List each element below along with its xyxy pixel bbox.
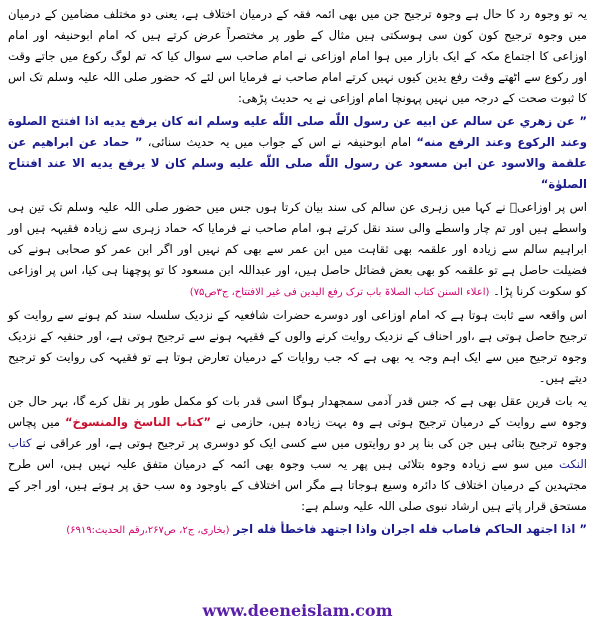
paragraph-discussion	[8, 197, 587, 303]
paragraph-hadith-exchange	[8, 111, 587, 195]
bukhari-citation: (بخاری، ج۲، ص۲۶۷،رقم الحدیث:۶۹۱۹)	[66, 525, 230, 536]
conclusion-text: اس واقعہ سے ثابت ہوتا ہے کہ امام اوزاعی اور دوسرے حضرات شافعیہ کے نزدیک سلسلہ سند کم ہونے سے روایت کو ترجیح حاصل ہوتی ہے ،اور احناف کے نزدیک روایت کرنے والوں کے فقیہہ ہونے سے ترجیح ہوتی ہے، اور حنفیہ کے نزدیک وجوہ ترجیح میں سے ایک اہم وجہ یہ بھی ہے کہ جب روایات کے درمیان تعارض ہوتا ہے تو فقیہہ کی روایت کو ترجیح دیتے ہیں۔	[8, 308, 587, 385]
paragraph-intro	[8, 4, 587, 109]
hadith-bridge-text: امام ابوحنیفہ نے اس کے جواب میں یہ حدیث سنائی،	[142, 135, 412, 149]
website-footer-link[interactable]: www.deeneislam.com	[202, 601, 393, 620]
discussion-text: اس پر اوزاعیؒ نے کہا میں زہری عن سالم کی سند بیان کرتا ہوں جس میں حضور صلی اللہ علیہ وسلم تک تین ہی واسطے ہیں اور تم چار واسطے والی سند نقل کرتے ہو، امام صاحب نے فرمایا کہ حماد زہری سے زیادہ فقیہہ ہیں اور ابراہیم سالم سے زیادہ اور علقمہ بھی ثقاہت میں ابن عمر سے بھی کم نہیں اور اگر ابن عمر کو صحابی ہونے کی فضیلت حاصل ہے تو علقمہ کو بھی بعض فضائل حاصل ہیں، اور عبداللہ ابن مسعود کا تو پوچھنا ہی کیا، اس پر اوزاعی کو سکوت کرنا پڑا۔	[8, 200, 587, 298]
hadith-arabic-ijtihad: ” اذا اجتهد الحاكم فاصاب فله اجران واذا اجتهد فاخطأ فله اجر	[229, 522, 587, 536]
tarjih-text-3: میں سو سے زیادہ وجوہ بتلائی ہیں پھر یہ سب وجوہ بھی ائمہ کے درمیان متفق علیہ نہیں ہیں، اس طرح مجتہدین کے درمیان اختلاف کا دائرہ وسیع ہوجاتا ہے مگر اس اختلاف کے باوجود وہ سب حق پر ہوتے ہیں، اور اجر کے مستحق قرار پاتے ہیں ارشاد نبوی صلی اللہ علیہ وسلم ہے:	[8, 457, 587, 513]
hadith-arabic-ozai: ” عن زهري عن سالم عن ابيه عن رسول اللّٰه صلى اللّٰه عليه وسلم انه كان يرفع يديه اذا افتتح الصلوة وعند الركوع وعند الرفع منه“	[8, 114, 587, 149]
book-title-nukat: کتاب النکت	[8, 436, 587, 471]
tarjih-text-1: یہ بات قرین عقل بھی ہے کہ جس قدر آدمی سمجھدار ہوگا اسی قدر بات کو مکمل طور پر نقل کرے گا، بہر حال جن وجوہ سے روایت کے درمیان ترجیح ہوتی ہے وہ بہت زیادہ ہیں، حازمی نے	[8, 394, 588, 429]
book-title-nasikh: ”کتاب الناسخ والمنسوخ“	[64, 415, 211, 429]
paragraph-conclusion	[8, 305, 587, 389]
intro-text: یہ تو وجوہ رد کا حال ہے وجوہ ترجیح جن میں بھی ائمہ فقہ کے درمیان اختلاف ہے، یعنی دو مختلف مضامین کے درمیان میں وجوہ ترجیح کون کون سی ہوسکتی ہیں مثال کے طور پر مختصراً عرض کرتے ہیں کہ امام ابوحنیفہ اور امام اوزاعی کا اجتماع مکہ کے ایک بازار میں ہوا امام اوزاعی نے امام صاحب سے سوال کیا کہ تم لوگ رکوع میں جاتے وقت اور رکوع سے اٹھتے وقت رفع یدین کیوں نہیں کرتے امام صاحب نے فرمایا اس لئے کہ حضور صلی اللہ علیہ وسلم تک اس کا ثبوت صحت کے درجہ میں نہیں پہونچا امام اوزاعی نے یہ حدیث پڑھی:	[8, 7, 587, 105]
reference-citation: (اعلاء السنن کتاب الصلاۃ باب ترک رفع الیدین فی غیر الافتتاح، ج۳ص۷۵)	[189, 287, 490, 298]
paragraph-tarjih	[8, 391, 587, 517]
paragraph-final-hadith	[8, 519, 587, 541]
hadith-arabic-abu-hanifa: ” حماد عن ابراهيم عن علقمة والاسود عن ابن مسعود عن رسول اللّٰه صلى اللّٰه عليه وسلم كان لا يرفع يديه الا عند افتتاح الصلوٰة“	[8, 135, 587, 191]
tarjih-text-2: میں پچاس وجوہ ترجیح بتائی ہیں جن کی بنا پر دو روایتوں میں سے کسی ایک کو دوسری پر ترجیح ہوتی ہے، اور عراقی نے	[8, 415, 587, 450]
